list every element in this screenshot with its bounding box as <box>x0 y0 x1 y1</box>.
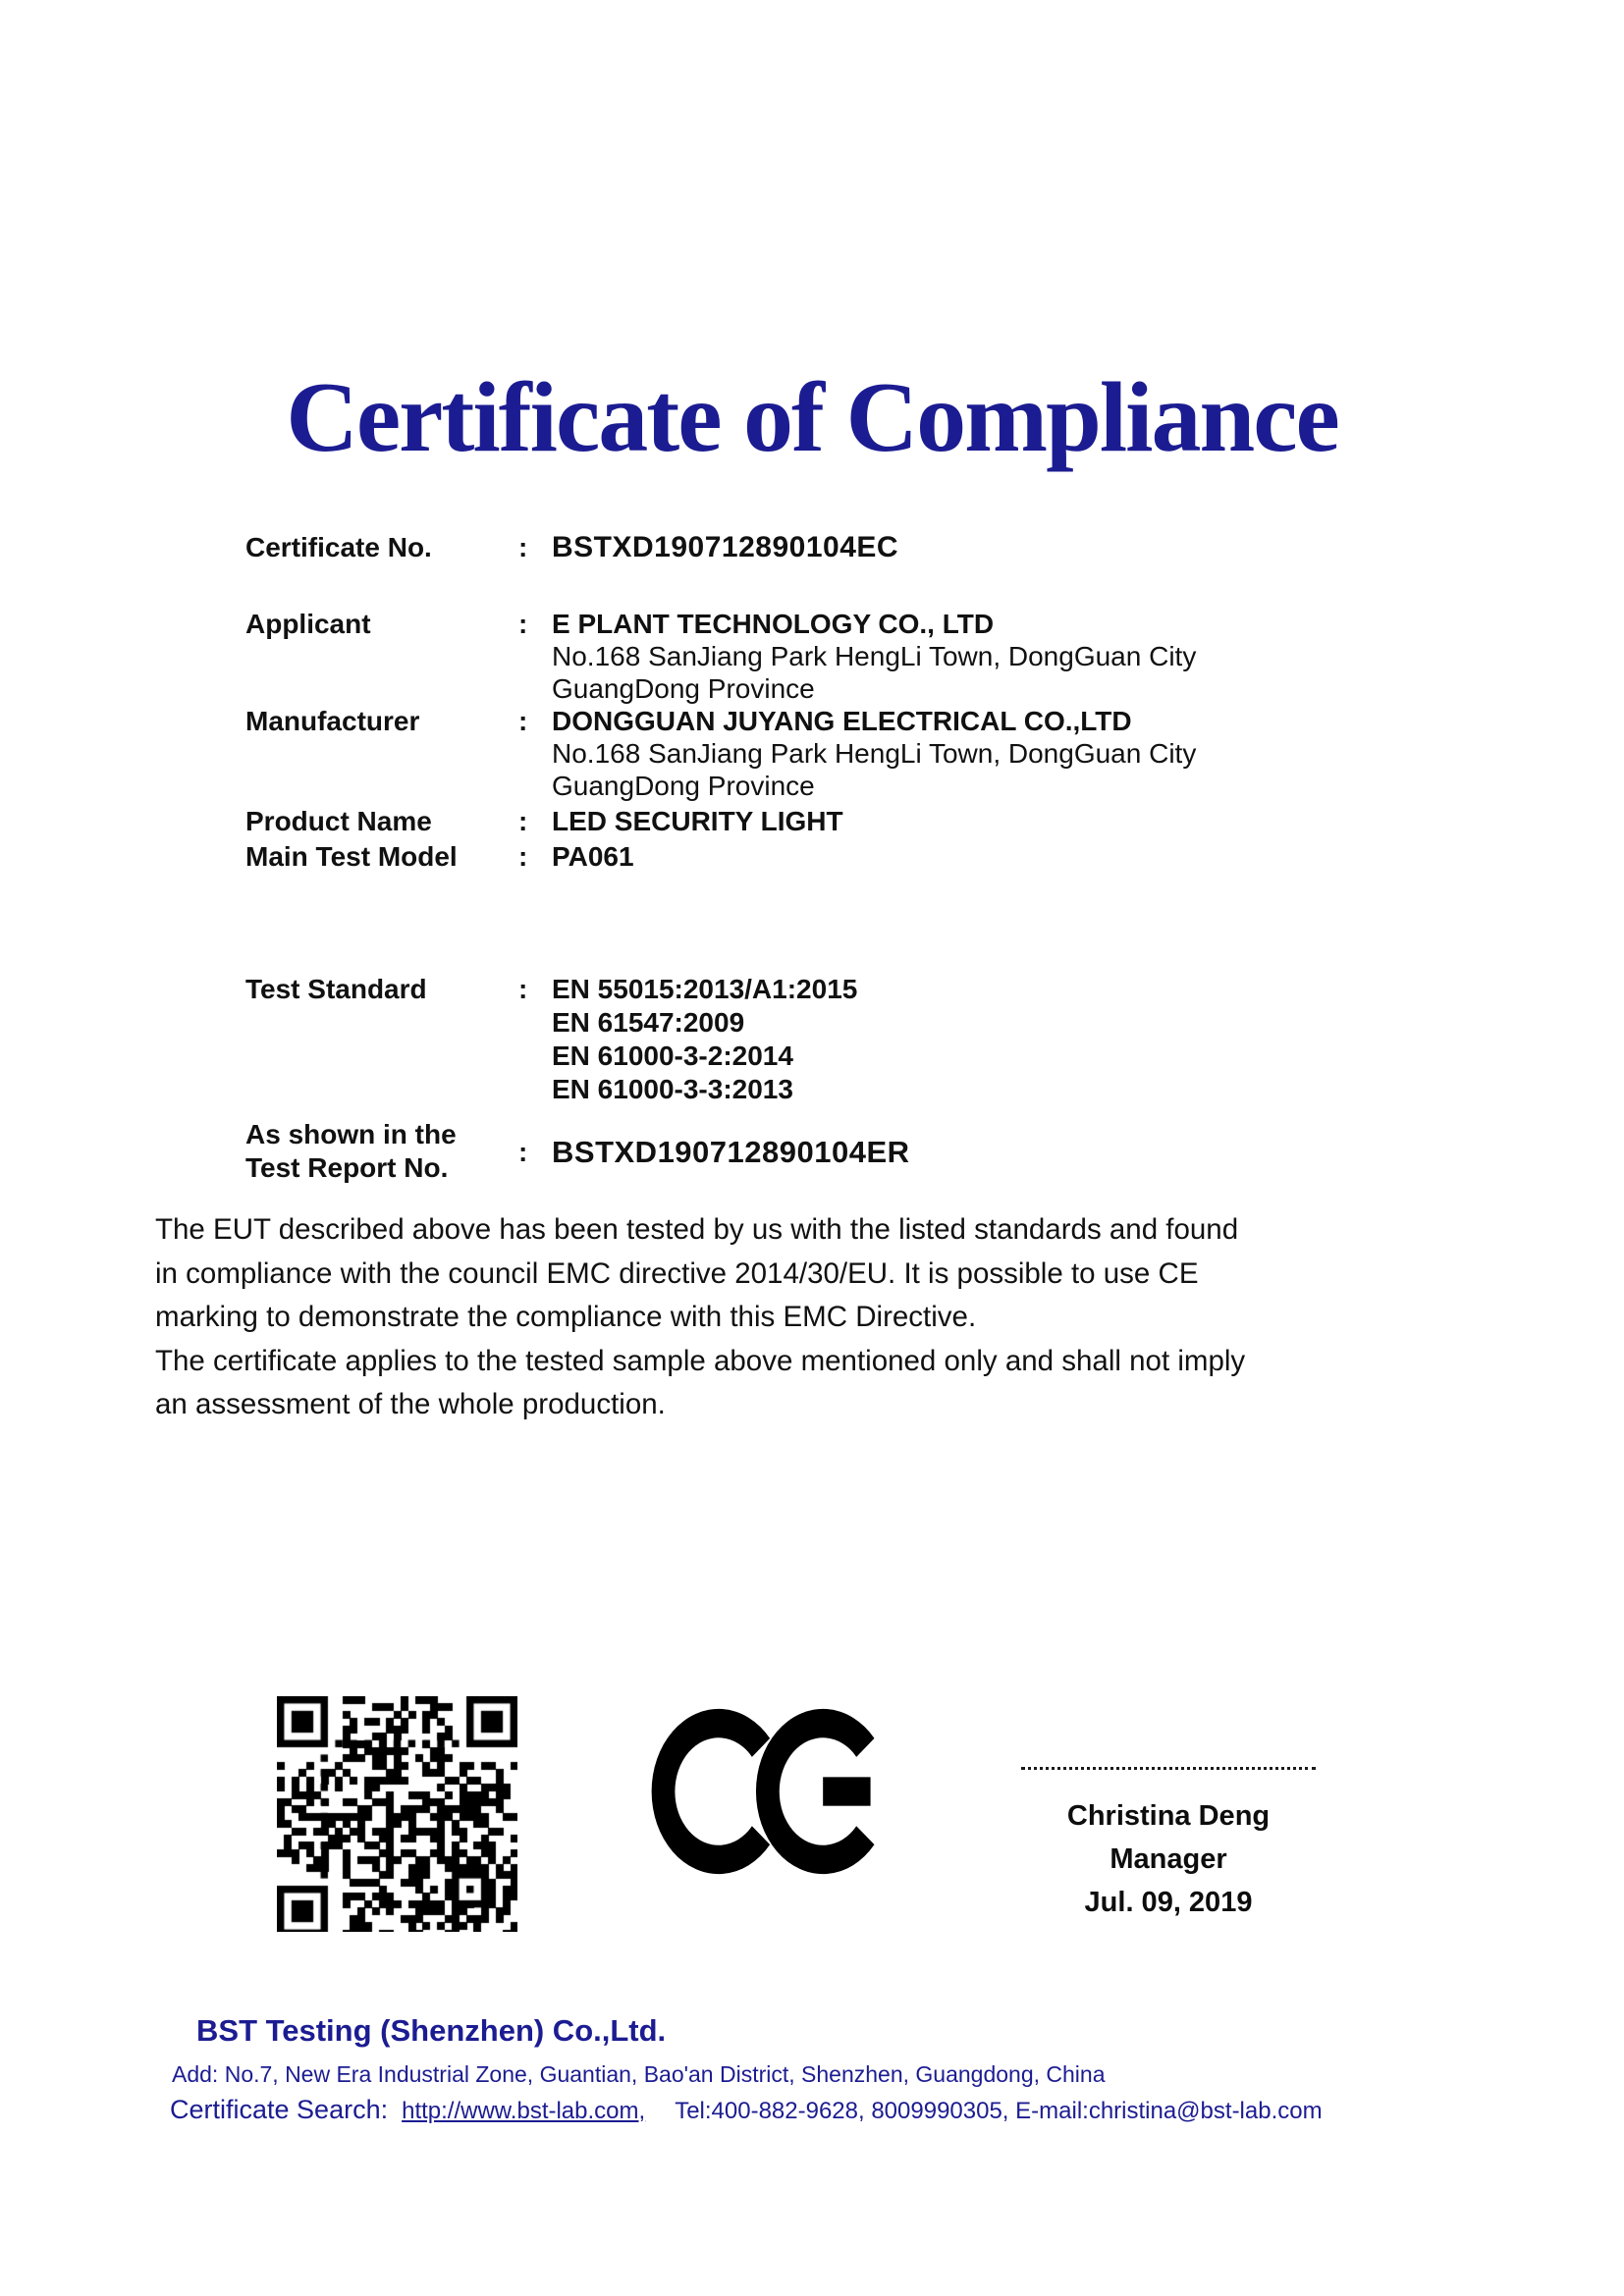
test-report-label-line-2: Test Report No. <box>245 1152 449 1183</box>
main-test-model-label: Main Test Model <box>245 841 458 872</box>
manufacturer-address-1: No.168 SanJiang Park HengLi Town, DongGuan City <box>552 738 1197 769</box>
certificate-no-label: Certificate No. <box>245 532 432 562</box>
signatory-name: Christina Deng <box>1066 1800 1271 1832</box>
qr-code <box>277 1696 517 1932</box>
certificate-no-value: BSTXD190712890104EC <box>552 531 899 563</box>
lab-address: Add: No.7, New Era Industrial Zone, Guantian, Bao'an District, Shenzhen, Guangdong, China <box>172 2061 1106 2087</box>
lab-company-name: BST Testing (Shenzhen) Co.,Ltd. <box>196 2013 667 2048</box>
row-manufacturer <box>245 705 1404 802</box>
test-standard-value <box>552 973 1404 1106</box>
signature-date: Jul. 09, 2019 <box>1084 1887 1253 1918</box>
statement-line-2: in compliance with the council EMC directive 2014/30/EU. It is possible to use CE <box>155 1256 1199 1290</box>
main-test-model-value: PA061 <box>552 841 634 872</box>
manufacturer-address-2: GuangDong Province <box>552 771 815 801</box>
test-standard-label: Test Standard <box>245 974 427 1004</box>
colon: : <box>518 609 528 639</box>
row-product-name <box>245 805 1404 837</box>
colon: : <box>518 532 528 562</box>
test-report-value: BSTXD190712890104ER <box>552 1134 910 1169</box>
statement-line-1: The EUT described above has been tested by us with the listed standards and found <box>155 1213 1239 1246</box>
product-name-value: LED SECURITY LIGHT <box>552 806 843 836</box>
statement-line-4: The certificate applies to the tested sample above mentioned only and shall not imply <box>155 1344 1246 1377</box>
applicant-address-2: GuangDong Province <box>552 673 815 704</box>
test-standard-2: EN 61547:2009 <box>552 1007 745 1038</box>
lab-contact-info: Tel:400-882-9628, 8009990305, E-mail:christina@bst-lab.com <box>675 2098 1323 2124</box>
manufacturer-name: DONGGUAN JUYANG ELECTRICAL CO.,LTD <box>552 706 1132 736</box>
applicant-label: Applicant <box>245 609 371 639</box>
product-name-label: Product Name <box>245 806 432 836</box>
manufacturer-value <box>552 705 1404 802</box>
applicant-name: E PLANT TECHNOLOGY CO., LTD <box>552 609 995 639</box>
signatory-role: Manager <box>1110 1843 1227 1875</box>
colon: : <box>518 806 528 836</box>
test-standard-4: EN 61000-3-3:2013 <box>552 1074 793 1104</box>
statement-line-5: an assessment of the whole production. <box>155 1388 666 1420</box>
signature-dotted-line <box>1021 1767 1316 1770</box>
row-test-report-no <box>245 1118 1404 1185</box>
applicant-address-1: No.168 SanJiang Park HengLi Town, DongGuan City <box>552 641 1197 671</box>
certificate-info-table <box>245 531 1404 1185</box>
ce-mark-icon <box>650 1705 892 1880</box>
test-standard-1: EN 55015:2013/A1:2015 <box>552 974 858 1004</box>
page-title: Certificate of Compliance <box>286 362 1338 473</box>
statement-line-3: marking to demonstrate the compliance with this EMC Directive. <box>155 1301 977 1333</box>
row-certificate-no <box>245 531 1404 563</box>
row-main-test-model <box>245 840 1404 873</box>
colon: : <box>518 706 528 736</box>
applicant-value <box>552 608 1404 705</box>
colon: : <box>518 974 528 1004</box>
colon: : <box>518 841 528 872</box>
test-standard-3: EN 61000-3-2:2014 <box>552 1041 793 1071</box>
compliance-statement <box>155 1208 1549 1427</box>
test-report-label-line-1: As shown in the <box>245 1119 457 1149</box>
row-applicant <box>245 608 1404 705</box>
signature-block <box>1001 1767 1335 1924</box>
footer-contact-line <box>170 2095 1323 2125</box>
certificate-search-link[interactable]: http://www.bst-lab.com, <box>402 2098 646 2124</box>
manufacturer-label: Manufacturer <box>245 706 420 736</box>
certificate-search-label: Certificate Search: <box>170 2095 389 2124</box>
colon: : <box>518 1136 528 1167</box>
row-test-standard <box>245 973 1404 1106</box>
test-report-label <box>245 1118 518 1185</box>
